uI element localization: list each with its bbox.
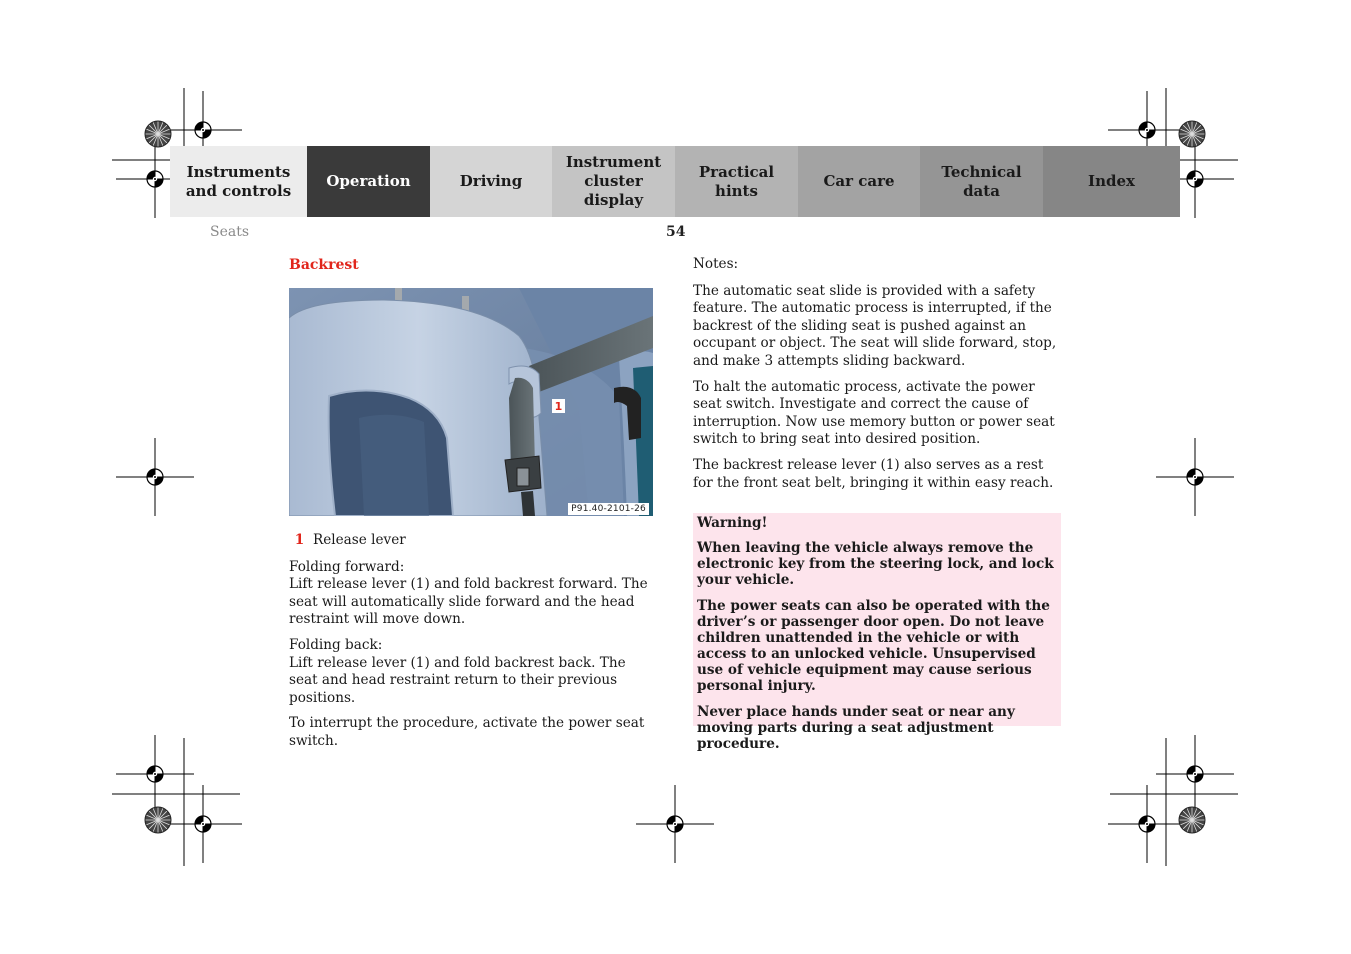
tab-driving[interactable] [430, 146, 552, 217]
page-number: 54 [666, 224, 686, 240]
warning-paragraph-3: Never place hands under seat or near any moving parts during a seat adjustment procedure. [697, 704, 1015, 752]
notes-paragraph-1: The automatic seat slide is provided with a safety feature. The automatic process is interrupted, if the backrest of the sliding seat is pushed against an occupant or object. The seat will slide forward, stop, and make 3 attempts sliding backward. [693, 282, 1057, 369]
folding-back-paragraph [289, 637, 657, 707]
chapter-tab-bar [170, 146, 1180, 217]
section-name: Seats [210, 224, 250, 240]
warning-box [693, 513, 1061, 752]
folding-forward-text: Lift release lever (1) and fold backrest forward. The seat will automatically slide forward and the head restraint will move down. [289, 576, 648, 628]
figure-callout-number: 1 [552, 399, 565, 413]
notes-paragraph-3: The backrest release lever (1) also serves as a rest for the front seat belt, bringing it within easy reach. [693, 456, 1054, 491]
interrupt-paragraph: To interrupt the procedure, activate the power seat switch. [289, 715, 645, 749]
tab-label: Car care [823, 172, 895, 190]
tab-label: Technical data [941, 162, 1022, 200]
left-column [289, 532, 657, 759]
figure-code: P91.40-2101-26 [568, 503, 649, 515]
tab-instruments-and-controls[interactable] [170, 146, 307, 217]
tab-label: Practical hints [698, 162, 775, 200]
tab-label: Driving [459, 172, 523, 190]
folding-back-text: Lift release lever (1) and fold backrest back. The seat and head restraint return to their previous positions. [289, 654, 626, 706]
warning-title: Warning! [697, 515, 768, 531]
tab-label: Instruments and controls [185, 162, 292, 200]
tab-car-care[interactable] [798, 146, 920, 217]
warning-paragraph-1: When leaving the vehicle always remove the electronic key from the steering lock, and lock your vehicle. [697, 540, 1054, 588]
figure-legend [289, 532, 657, 550]
seat-drawing [289, 288, 653, 516]
tab-index[interactable] [1043, 146, 1180, 217]
backrest-illustration [289, 288, 653, 516]
tab-label: Operation [326, 172, 411, 190]
folding-forward-title: Folding forward: [289, 558, 405, 575]
notes-paragraph-2: To halt the automatic process, activate the power seat switch. Investigate and correct the cause of interruption. Now use memory button or power seat switch to bring seat into desired position. [693, 378, 1055, 448]
legend-number: 1 [294, 532, 305, 548]
tab-practical-hints[interactable] [675, 146, 798, 217]
tab-label: Index [1088, 172, 1135, 190]
tab-instrument-cluster-display[interactable] [552, 146, 675, 217]
tab-operation[interactable] [307, 146, 430, 217]
folding-forward-paragraph [289, 559, 657, 629]
right-column [693, 256, 1063, 500]
legend-label: Release lever [313, 532, 406, 548]
notes-title: Notes: [693, 256, 739, 272]
tab-label: Instrument cluster display [565, 153, 662, 209]
tab-technical-data[interactable] [920, 146, 1043, 217]
folding-back-title: Folding back: [289, 636, 383, 653]
warning-paragraph-2: The power seats can also be operated with the driver’s or passenger door open. Do not leave children unattended in the vehicle or with access to an unlocked vehicle. Unsupervised use of vehicle equipment may cause serious personal injury. [697, 598, 1050, 694]
section-heading: Backrest [289, 257, 359, 273]
